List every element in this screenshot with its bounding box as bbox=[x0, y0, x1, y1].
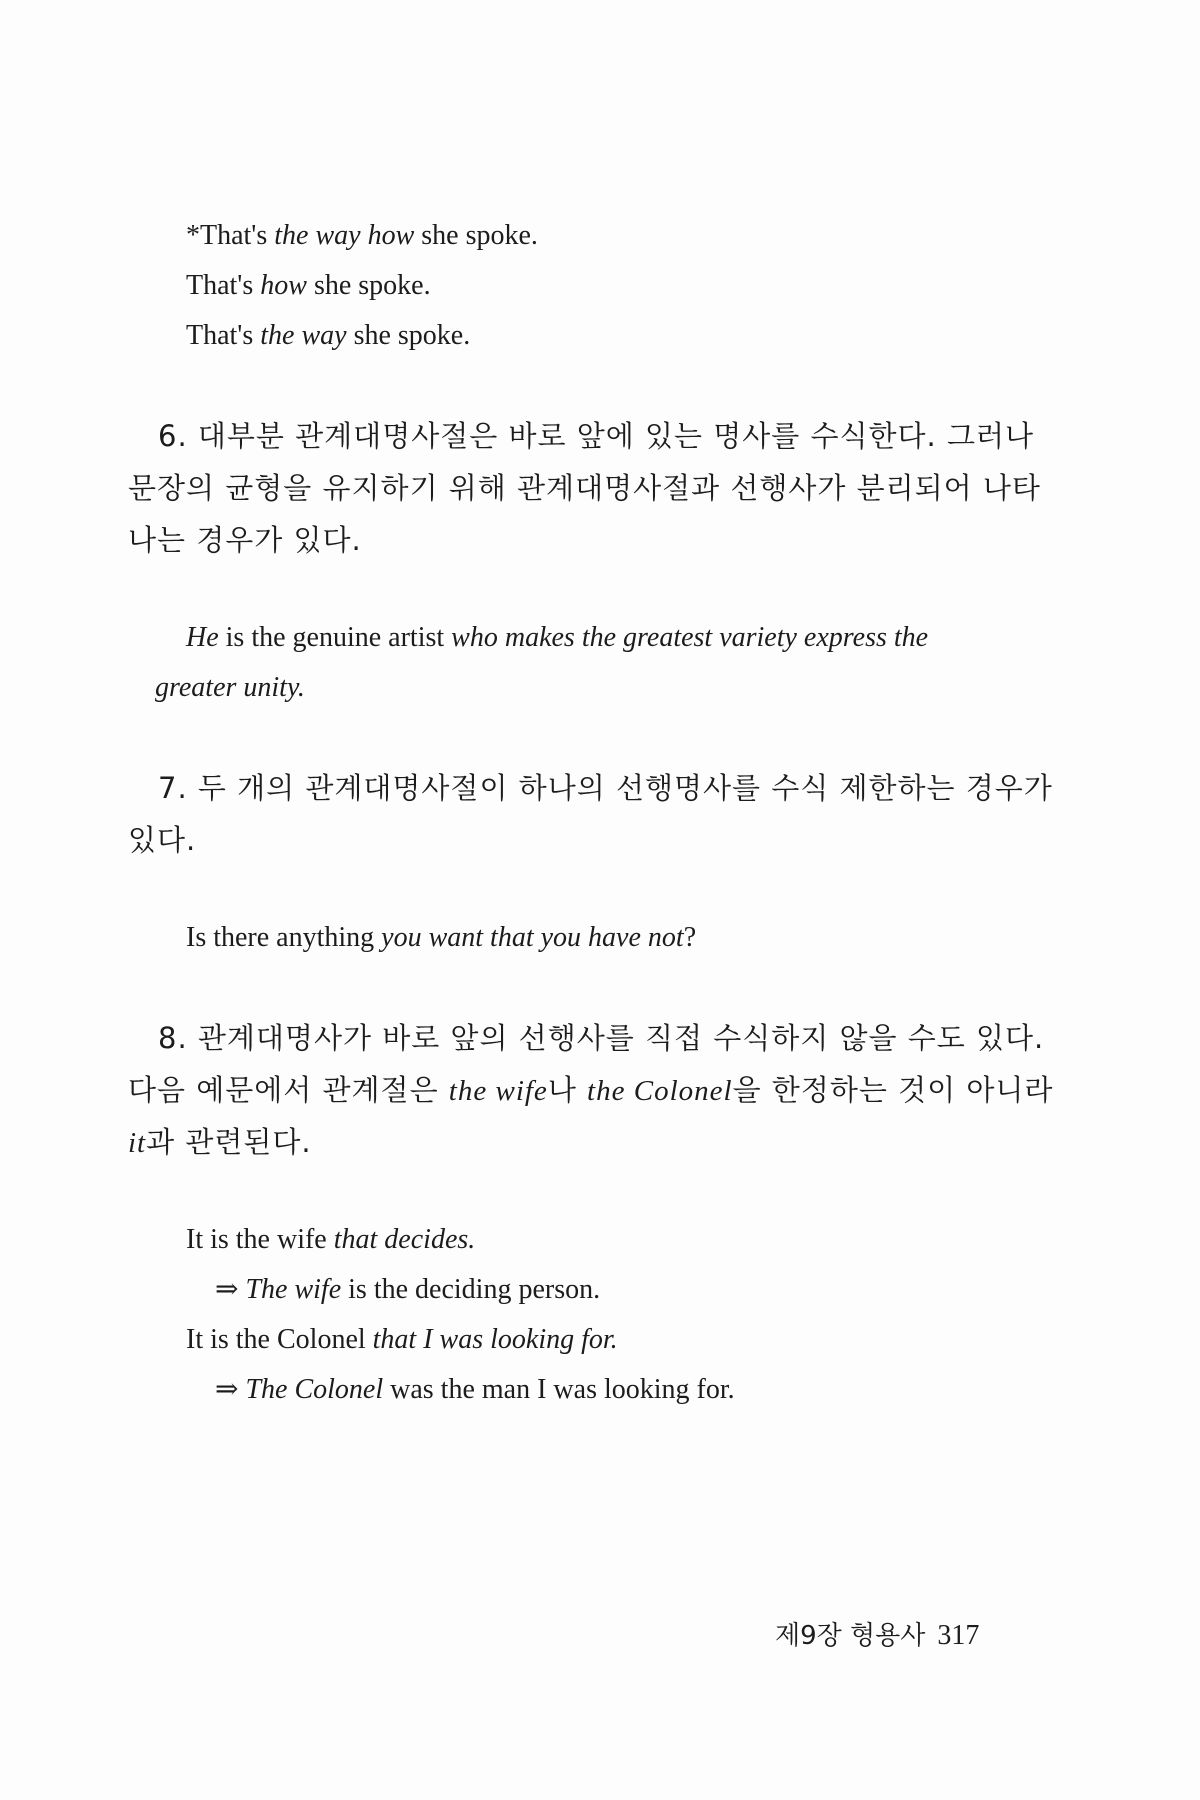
example-line bbox=[215, 1272, 600, 1308]
example-text: That's bbox=[186, 320, 261, 351]
example-italic: how bbox=[260, 270, 307, 301]
example-text: she spoke. bbox=[414, 220, 538, 251]
rule-6-line-2: 문장의 균형을 유지하기 위해 관계대명사절과 선행사가 분리되어 나타 bbox=[128, 471, 1041, 505]
example-italic: that I was looking for. bbox=[372, 1324, 618, 1355]
rule-6-line-3: 나는 경우가 있다. bbox=[128, 523, 362, 557]
example-italic: The Colonel bbox=[245, 1374, 384, 1405]
rule-8-line-3 bbox=[128, 1124, 312, 1161]
example-text: *That's bbox=[186, 220, 275, 251]
example-text: is the deciding person. bbox=[341, 1274, 601, 1305]
page-number: 317 bbox=[937, 1620, 980, 1651]
example-text: she spoke. bbox=[346, 320, 471, 351]
example-text: It is the wife bbox=[186, 1224, 334, 1255]
arrow-icon: ⇒ bbox=[215, 1374, 246, 1405]
example-line bbox=[186, 620, 928, 656]
example-text: That's bbox=[186, 270, 261, 301]
example-italic: who makes the greatest variety express the bbox=[451, 622, 929, 653]
arrow-icon: ⇒ bbox=[215, 1274, 246, 1305]
example-line bbox=[186, 268, 431, 304]
example-line bbox=[186, 920, 696, 956]
example-text: Is there anything bbox=[186, 922, 382, 953]
example-italic: the wife bbox=[448, 1075, 548, 1107]
example-text: was the man I was looking for. bbox=[383, 1374, 735, 1405]
example-line bbox=[215, 1372, 735, 1408]
example-line bbox=[155, 670, 305, 706]
page-footer bbox=[775, 1620, 979, 1652]
example-italic: it bbox=[128, 1127, 147, 1159]
korean-text: 과 관련된다. bbox=[146, 1125, 312, 1159]
example-italic: greater unity. bbox=[155, 672, 305, 703]
example-italic: The wife bbox=[245, 1274, 342, 1305]
example-italic: the way how bbox=[274, 220, 415, 251]
korean-text: 을 한정하는 것이 아니라 bbox=[732, 1073, 1054, 1107]
example-line bbox=[186, 218, 538, 254]
rule-8-line-2 bbox=[128, 1072, 1053, 1109]
example-italic: you want that you have not bbox=[381, 922, 684, 953]
rule-8-line-1: 8. 관계대명사가 바로 앞의 선행사를 직접 수식하지 않을 수도 있다. bbox=[158, 1021, 1045, 1055]
korean-text: 나 bbox=[547, 1073, 588, 1107]
example-italic: that decides. bbox=[333, 1224, 476, 1255]
example-line bbox=[186, 1222, 475, 1258]
example-line bbox=[186, 1322, 618, 1358]
rule-6-line-1: 6. 대부분 관계대명사절은 바로 앞에 있는 명사를 수식한다. 그러나 bbox=[158, 419, 1034, 453]
rule-7-line-2: 있다. bbox=[128, 823, 197, 857]
example-text: is the genuine artist bbox=[218, 622, 452, 653]
example-text: ? bbox=[683, 922, 697, 953]
example-line bbox=[186, 318, 470, 354]
example-italic: He bbox=[186, 622, 219, 653]
example-italic: the way bbox=[260, 320, 347, 351]
rule-7-line-1: 7. 두 개의 관계대명사절이 하나의 선행명사를 수식 제한하는 경우가 bbox=[158, 771, 1053, 805]
example-italic: the Colonel bbox=[587, 1075, 733, 1107]
example-text: It is the Colonel bbox=[186, 1324, 373, 1355]
korean-text: 다음 예문에서 관계절은 bbox=[128, 1073, 449, 1107]
example-text: she spoke. bbox=[306, 270, 431, 301]
chapter-title: 제9장 형용사 bbox=[775, 1621, 926, 1651]
